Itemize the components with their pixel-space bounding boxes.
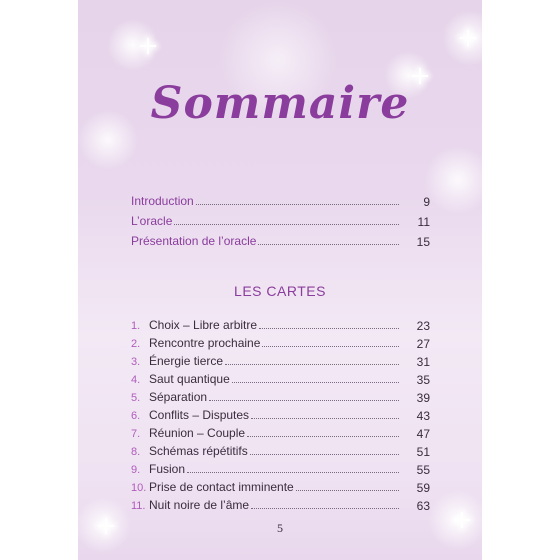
card-label: Saut quantique: [149, 372, 230, 386]
page-title: Sommaire: [150, 78, 410, 129]
toc-card-entry[interactable]: [131, 498, 401, 514]
card-label: Conflits – Disputes: [149, 408, 250, 422]
toc-card-entry[interactable]: [131, 354, 401, 370]
card-page: 23: [416, 319, 430, 333]
toc-card-entry[interactable]: [131, 444, 401, 460]
toc-entry-introduction[interactable]: [131, 194, 401, 210]
toc-entry-label: Présentation de l’oracle: [131, 234, 257, 248]
card-label: Schémas répétitifs: [149, 444, 248, 458]
toc-entry-oracle[interactable]: [131, 214, 401, 230]
card-page: 31: [416, 355, 430, 369]
card-page: 51: [416, 445, 430, 459]
toc-card-entry[interactable]: [131, 426, 401, 442]
sparkle-icon: [460, 30, 476, 46]
dot-leader: [262, 337, 399, 347]
card-page: 27: [416, 337, 430, 351]
card-number: 3.: [131, 356, 141, 368]
card-label: Nuit noire de l’âme: [149, 498, 250, 512]
dot-leader: [196, 195, 399, 205]
card-page: 55: [416, 463, 430, 477]
dot-leader: [174, 215, 399, 225]
dot-leader: [251, 499, 399, 509]
card-page: 43: [416, 409, 430, 423]
toc-entry-label: Introduction: [131, 194, 194, 208]
card-page: 39: [416, 391, 430, 405]
dot-leader: [232, 373, 399, 383]
card-label: Énergie tierce: [149, 354, 224, 368]
card-label: Séparation: [149, 390, 208, 404]
dot-leader: [209, 391, 399, 401]
card-number: 10.: [131, 482, 147, 494]
card-page: 47: [416, 427, 430, 441]
toc-card-entry[interactable]: [131, 408, 401, 424]
card-number: 9.: [131, 464, 141, 476]
card-label: Prise de contact imminente: [149, 480, 294, 494]
card-label: Fusion: [149, 462, 186, 476]
toc-entry-page: 9: [423, 195, 430, 209]
toc-card-entry[interactable]: [131, 318, 401, 334]
dot-leader: [187, 463, 399, 473]
dot-leader: [225, 355, 399, 365]
card-number: 11.: [131, 500, 146, 512]
card-page: 59: [416, 481, 430, 495]
toc-card-entry[interactable]: [131, 390, 401, 406]
card-number: 1.: [131, 320, 141, 332]
card-number: 2.: [131, 338, 141, 350]
card-number: 7.: [131, 428, 141, 440]
card-number: 8.: [131, 446, 141, 458]
card-number: 5.: [131, 392, 141, 404]
card-number: 6.: [131, 410, 141, 422]
dot-leader: [296, 481, 399, 491]
sparkle-icon: [140, 38, 156, 54]
card-number: 4.: [131, 374, 141, 386]
dot-leader: [250, 445, 399, 455]
dot-leader: [251, 409, 399, 419]
toc-card-entry[interactable]: [131, 336, 401, 352]
dot-leader: [247, 427, 399, 437]
book-page: [78, 0, 482, 560]
toc-card-entry[interactable]: [131, 480, 401, 496]
toc-entry-page: 11: [417, 215, 430, 229]
card-page: 35: [416, 373, 430, 387]
card-label: Rencontre prochaine: [149, 336, 261, 350]
page-number: 5: [277, 521, 283, 535]
card-label: Choix – Libre arbitre: [149, 318, 258, 332]
dot-leader: [258, 235, 399, 245]
card-label: Réunion – Couple: [149, 426, 246, 440]
toc-entry-presentation[interactable]: [131, 234, 401, 250]
card-page: 63: [416, 499, 430, 513]
toc-entry-page: 15: [416, 235, 430, 249]
toc-card-entry[interactable]: [131, 372, 401, 388]
toc-entry-label: L’oracle: [131, 214, 173, 228]
dot-leader: [259, 319, 399, 329]
section-heading: LES CARTES: [234, 283, 326, 299]
toc-card-entry[interactable]: [131, 462, 401, 478]
